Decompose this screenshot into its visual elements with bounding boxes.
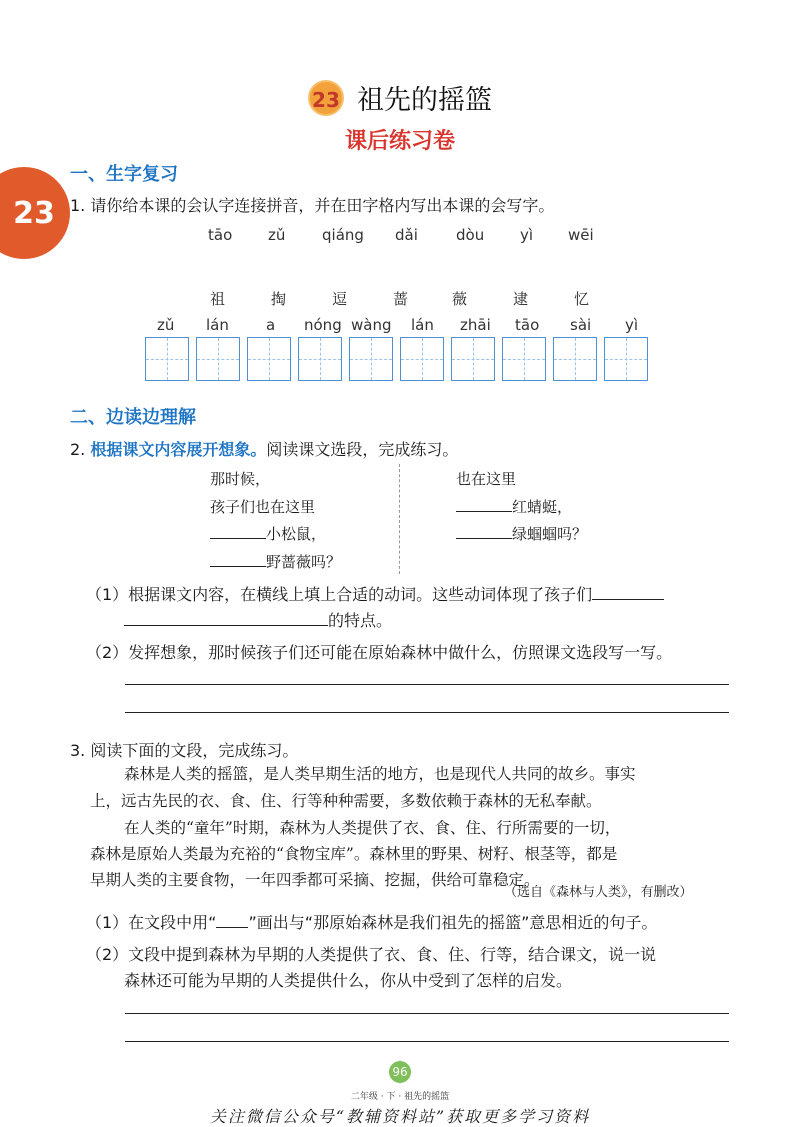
poem-left-line-2: 孩子们也在这里 [210,498,316,516]
tianzige-box[interactable] [604,337,648,381]
poem-left-line-1: 那时候， [210,470,271,488]
page-title [0,78,800,117]
sub-question-3-2-cont: 森林还可能为早期的人类提供什么，你从中受到了怎样的启发。 [124,971,573,990]
tianzige-box[interactable] [553,337,597,381]
fill-blank[interactable] [456,524,512,539]
answer-line[interactable] [125,712,729,713]
poem-left-line-3-text: 小松鼠， [266,525,327,543]
section-heading-1: 一、生字复习 [70,164,178,185]
poem-right-line-1: 也在这里 [456,470,517,488]
footer-grade-line: 二年级 · 下 · 祖先的摇篮 [350,1092,450,1102]
passage-p2-line3: 早期人类的主要食物，一年四季都可采摘、挖掘，供给可靠稳定。 [90,871,540,889]
top-pinyin-3: qiáng [322,226,364,244]
lesson-side-badge: 23 [0,167,70,259]
sub-question-2-2: （2）发挥想象，那时候孩子们还可能在原始森林中做什么，仿照课文选段写一写。 [86,643,673,662]
poem-right-line-2 [456,496,572,517]
tianzige-box[interactable] [502,337,546,381]
tianzige-box[interactable] [247,337,291,381]
answer-line[interactable] [125,1041,729,1042]
question-3: 3. 阅读下面的文段，完成练习。 [70,741,299,760]
grid-pinyin-3: a [266,316,276,334]
sub-question-3-2: （2）文段中提到森林为早期的人类提供了衣、食、住、行等，结合课文，说一说 [86,945,657,964]
top-pinyin-2: zǔ [268,226,286,244]
hanzi-7: 忆 [574,290,590,308]
hanzi-6: 逮 [513,290,529,308]
tianzige-box[interactable] [145,337,189,381]
poem-divider [399,464,400,574]
tianzige-box[interactable] [451,337,495,381]
lesson-title: 祖先的摇篮 [357,85,493,116]
lesson-number-badge: 23 [308,80,344,116]
fill-blank[interactable] [456,497,512,512]
question-2-number: 2. [70,440,91,459]
question-1: 1. 请你给本课的会认字连接拼音，并在田字格内写出本课的会写字。 [70,196,555,215]
sub-question-2-1 [86,582,736,605]
hanzi-1: 祖 [210,290,226,308]
passage-p2-line1: 在人类的“童年”时期，森林为人类提供了衣、食、住、行所需要的一切， [124,819,621,837]
grid-pinyin-4: nóng [304,316,342,334]
footer-promo: 关注微信公众号“教辅资料站”获取更多学习资料 [209,1107,591,1126]
sub-question-3-1-end: ”画出与“那原始森林是我们祖先的摇篮”意思相近的句子。 [248,913,658,932]
top-pinyin-1: tāo [208,226,233,244]
poem-left-line-4-text: 野蔷薇吗？ [266,553,342,571]
hanzi-5: 薇 [452,290,468,308]
poem-right-line-2-text: 红蜻蜓， [512,498,573,516]
section-heading-2: 二、边读边理解 [70,407,196,428]
poem-right-line-3 [456,523,587,544]
poem-right-line-3-text: 绿蝈蝈吗？ [512,525,588,543]
poem-left-line-4 [210,551,341,572]
question-2 [70,437,458,460]
hanzi-2: 掏 [271,290,287,308]
tianzige-box[interactable] [349,337,393,381]
top-pinyin-5: dòu [456,226,485,244]
sub-question-2-1-end: 的特点。 [328,611,393,630]
sub-question-2-1-cont [124,608,392,631]
grid-pinyin-6: lán [411,316,434,334]
answer-line[interactable] [125,684,729,685]
passage-p1-line2: 上，远古先民的衣、食、住、行等种种需要，多数依赖于森林的无私奉献。 [90,792,602,810]
tianzige-box[interactable] [400,337,444,381]
poem-left-line-3 [210,523,326,544]
sub-question-3-1 [86,910,776,933]
page-subtitle: 课后练习卷 [344,128,455,154]
tianzige-box[interactable] [298,337,342,381]
top-pinyin-4: dǎi [395,226,418,244]
page-number: 96 [389,1061,411,1083]
grid-pinyin-7: zhāi [460,316,491,334]
grid-pinyin-9: sài [570,316,592,334]
fill-blank[interactable] [124,611,328,626]
question-2-highlight: 根据课文内容展开想象。 [90,440,267,459]
underline-sample [216,913,248,928]
hanzi-4: 蔷 [393,290,409,308]
answer-line[interactable] [125,1013,729,1014]
sub-question-3-1-text: （1）在文段中用“ [86,913,217,932]
grid-pinyin-8: tāo [515,316,540,334]
hanzi-3: 逗 [332,290,348,308]
grid-pinyin-10: yì [625,316,639,334]
grid-pinyin-2: lán [206,316,229,334]
tianzige-box[interactable] [196,337,240,381]
grid-pinyin-1: zǔ [157,316,175,334]
top-pinyin-6: yì [520,226,534,244]
grid-pinyin-5: wàng [351,316,392,334]
tianzige-row [145,337,648,381]
sub-question-2-1-text: （1）根据课文内容，在横线上填上合适的动词。这些动词体现了孩子们 [86,585,593,604]
fill-blank[interactable] [210,552,266,567]
fill-blank[interactable] [592,585,664,600]
top-pinyin-7: wēi [568,226,594,244]
passage-p2-line2: 森林是原始人类最为充裕的“食物宝库”。森林里的野果、树籽、根茎等，都是 [90,845,618,863]
passage-source: （选自《森林与人类》，有删改） [504,885,693,900]
passage-p1-line1: 森林是人类的摇篮，是人类早期生活的地方，也是现代人共同的故乡。事实 [124,765,636,783]
question-2-rest: 阅读课文选段，完成练习。 [266,440,459,459]
fill-blank[interactable] [210,524,266,539]
